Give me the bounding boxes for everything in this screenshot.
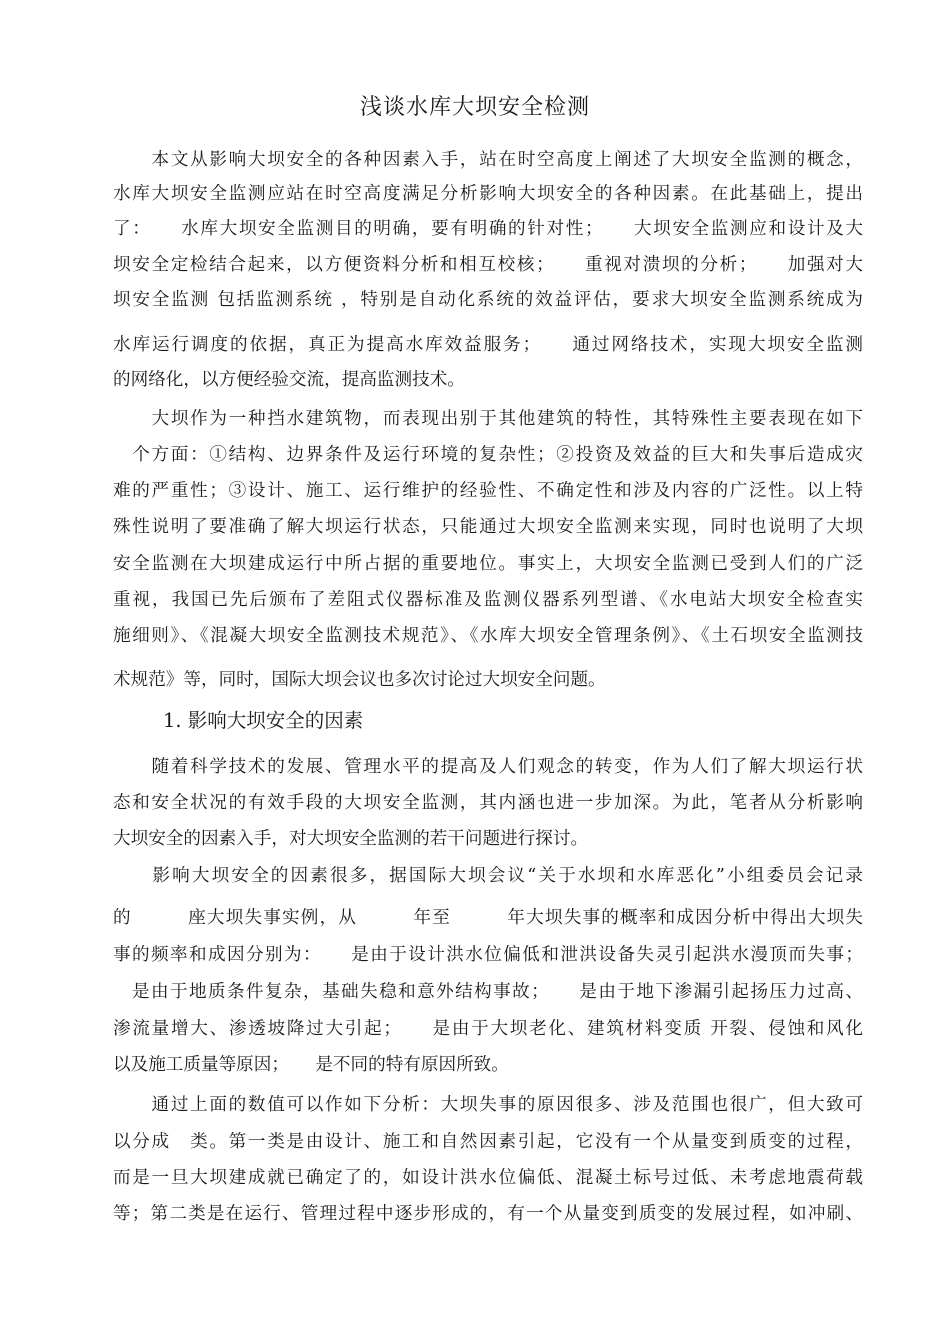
paragraph-line: 水库大坝安全监测应站在时空高度满足分析影响大坝安全的各种因素。在此基础上，提出 xyxy=(113,184,863,204)
paragraph-line: 施细则》、《混凝大坝安全监测技术规范》、《水库大坝安全管理条例》、《土石坝安全监测技 xyxy=(113,626,863,646)
paragraph-line: 坝安全定检结合起来，以方便资料分析和相互校核； 重视对溃坝的分析； 加强对大 xyxy=(113,255,863,275)
paragraph-line: 影响大坝安全的因素很多，据国际大坝会议“关于水坝和水库恶化”小组委员会记录 xyxy=(113,866,863,886)
paragraph-line: 而是一旦大坝建成就已确定了的，如设计洪水位偏低、混凝土标号过低、未考虑地震荷载 xyxy=(113,1168,863,1188)
paragraph-line: 以及施工质量等原因； 是不同的特有原因所致。 xyxy=(113,1055,509,1075)
paragraph-line: 安全监测在大坝建成运行中所占据的重要地位。事实上，大坝安全监测已受到人们的广泛 xyxy=(113,554,863,574)
paragraph-line: 水库运行调度的依据，真正为提高水库效益服务； 通过网络技术，实现大坝安全监测 xyxy=(113,335,863,355)
paragraph-line: 难的严重性；③设计、施工、运行维护的经验性、不确定性和涉及内容的广泛性。以上特 xyxy=(113,481,863,501)
paragraph-line: 大坝作为一种挡水建筑物，而表现出别于其他建筑的特性，其特殊性主要表现在如下 xyxy=(113,409,863,429)
paragraph-line: 个方面：①结构、边界条件及运行环境的复杂性；②投资及效益的巨大和失事后造成灾 xyxy=(113,445,863,465)
paragraph-line: 态和安全状况的有效手段的大坝安全监测，其内涵也进一步加深。为此，笔者从分析影响 xyxy=(113,793,863,813)
paragraph-line: 等；第二类是在运行、管理过程中逐步形成的，有一个从量变到质变的发展过程，如冲刷、 xyxy=(113,1204,863,1224)
paragraph-line: 重视，我国已先后颁布了差阻式仪器标准及监测仪器系列型谱、《水电站大坝安全检查实 xyxy=(113,590,863,610)
paragraph-line: 随着科学技术的发展、管理水平的提高及人们观念的转变，作为人们了解大坝运行状 xyxy=(113,757,863,777)
paragraph-line: 是由于地质条件复杂，基础失稳和意外结构事故； 是由于地下渗漏引起扬压力过高、 xyxy=(113,982,863,1002)
paragraph-line: 了： 水库大坝安全监测目的明确，要有明确的针对性； 大坝安全监测应和设计及大 xyxy=(113,219,863,239)
paragraph-line: 大坝安全的因素入手，对大坝安全监测的若干问题进行探讨。 xyxy=(113,829,589,849)
paragraph-line: 坝安全监测 包括监测系统 ，特别是自动化系统的效益评估，要求大坝安全监测系统成为 xyxy=(113,290,863,310)
document-title: 浅谈水库大坝安全检测 xyxy=(359,95,590,120)
paragraph-line: 事的频率和成因分别为： 是由于设计洪水位偏低和泄洪设备失灵引起洪水漫顶而失事； xyxy=(113,945,863,965)
paragraph-line: 的网络化，以方便经验交流，提高监测技术。 xyxy=(113,370,465,390)
paragraph-line: 本文从影响大坝安全的各种因素入手，站在时空高度上阐述了大坝安全监测的概念， xyxy=(113,150,863,170)
paragraph-line: 的 座大坝失事实例，从 年至 年大坝失事的概率和成因分析中得出大坝失 xyxy=(113,908,863,928)
paragraph-line: 以分成 类。第一类是由设计、施工和自然因素引起，它没有一个从量变到质变的过程， xyxy=(113,1132,863,1152)
section-heading: 1. 影响大坝安全的因素 xyxy=(163,709,364,732)
paragraph-line: 通过上面的数值可以作如下分析：大坝失事的原因很多、涉及范围也很广，但大致可 xyxy=(113,1095,863,1115)
paragraph-line: 术规范》等，同时，国际大坝会议也多次讨论过大坝安全问题。 xyxy=(113,670,606,690)
paragraph-line: 殊性说明了要准确了解大坝运行状态，只能通过大坝安全监测来实现，同时也说明了大坝 xyxy=(113,517,863,537)
paragraph-line: 渗流量增大、渗透坡降过大引起； 是由于大坝老化、建筑材料变质 开裂、侵蚀和风化 xyxy=(113,1019,863,1039)
